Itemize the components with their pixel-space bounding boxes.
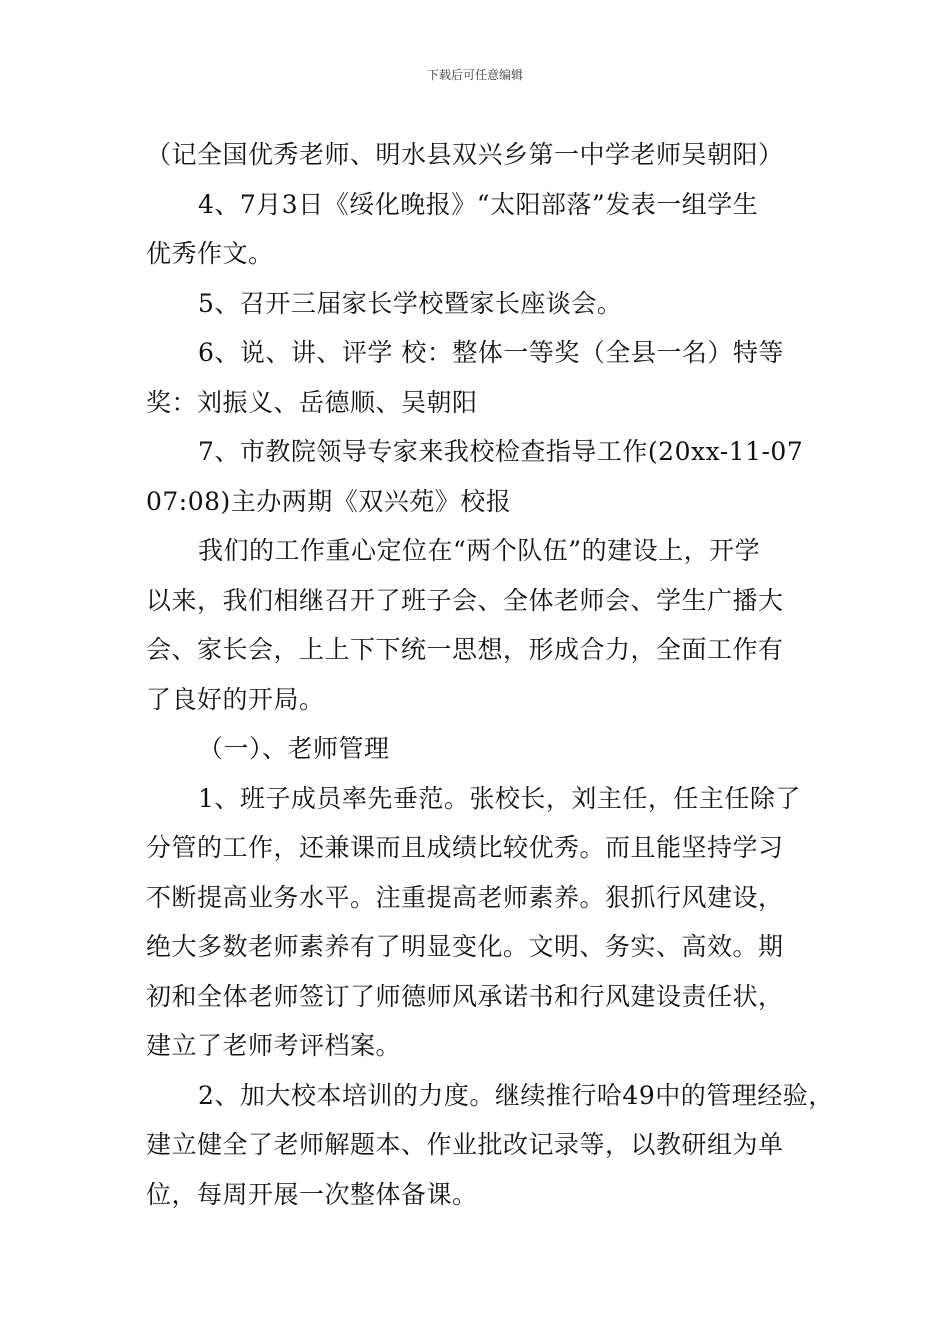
text-line: 初和全体老师签订了师德师风承诺书和行风建设责任状，: [146, 981, 784, 1011]
text-line: 分管的工作，还兼课而且成绩比较优秀。而且能坚持学习: [146, 833, 784, 862]
text-line: 1、班子成员率先垂范。张校长，刘主任，任主任除了: [198, 783, 801, 813]
text-line: 建立了老师考评档案。: [146, 1031, 402, 1060]
text-line: （记全国优秀老师、明水县双兴乡第一中学老师吴朝阳）: [146, 140, 784, 169]
text-line: 了良好的开局。: [146, 684, 325, 714]
text-line: 优秀作文。: [146, 239, 274, 268]
text-line: 不断提高业务水平。注重提高老师素养。狠抓行风建设，: [146, 882, 784, 912]
text-line: 6、说、讲、评学 校：整体一等奖（全县一名）特等: [198, 338, 784, 367]
text-line: 7、市教院领导专家来我校检查指导工作(20xx-11-07: [198, 437, 804, 466]
text-line: 位，每周开展一次整体备课。: [146, 1179, 478, 1209]
text-line: （一）、老师管理: [198, 734, 390, 763]
text-line: 我们的工作重心定位在“两个队伍”的建设上，开学: [198, 536, 761, 565]
text-line: 2、加大校本培训的力度。继续推行哈49中的管理经验，: [198, 1080, 834, 1110]
text-line: 奖：刘振义、岳德顺、吴朝阳: [146, 387, 478, 417]
text-line: 以来，我们相继召开了班子会、全体老师会、学生广播大: [146, 585, 784, 615]
page-header: 下载后可任意编辑: [426, 68, 523, 82]
text-line: 会、家长会，上上下下统一思想，形成合力，全面工作有: [146, 635, 784, 664]
text-line: 07:08)主办两期《双兴苑》校报: [146, 486, 512, 516]
document-body: [146, 130, 834, 1219]
text-line: 4、7月3日《绥化晚报》“太阳部落”发表一组学生: [198, 189, 759, 219]
text-line: 建立健全了老师解题本、作业批改记录等，以教研组为单: [146, 1130, 784, 1159]
text-line: 5、召开三届家长学校暨家长座谈会。: [198, 288, 623, 318]
text-line: 绝大多数老师素养有了明显变化。文明、务实、高效。期: [146, 932, 784, 961]
